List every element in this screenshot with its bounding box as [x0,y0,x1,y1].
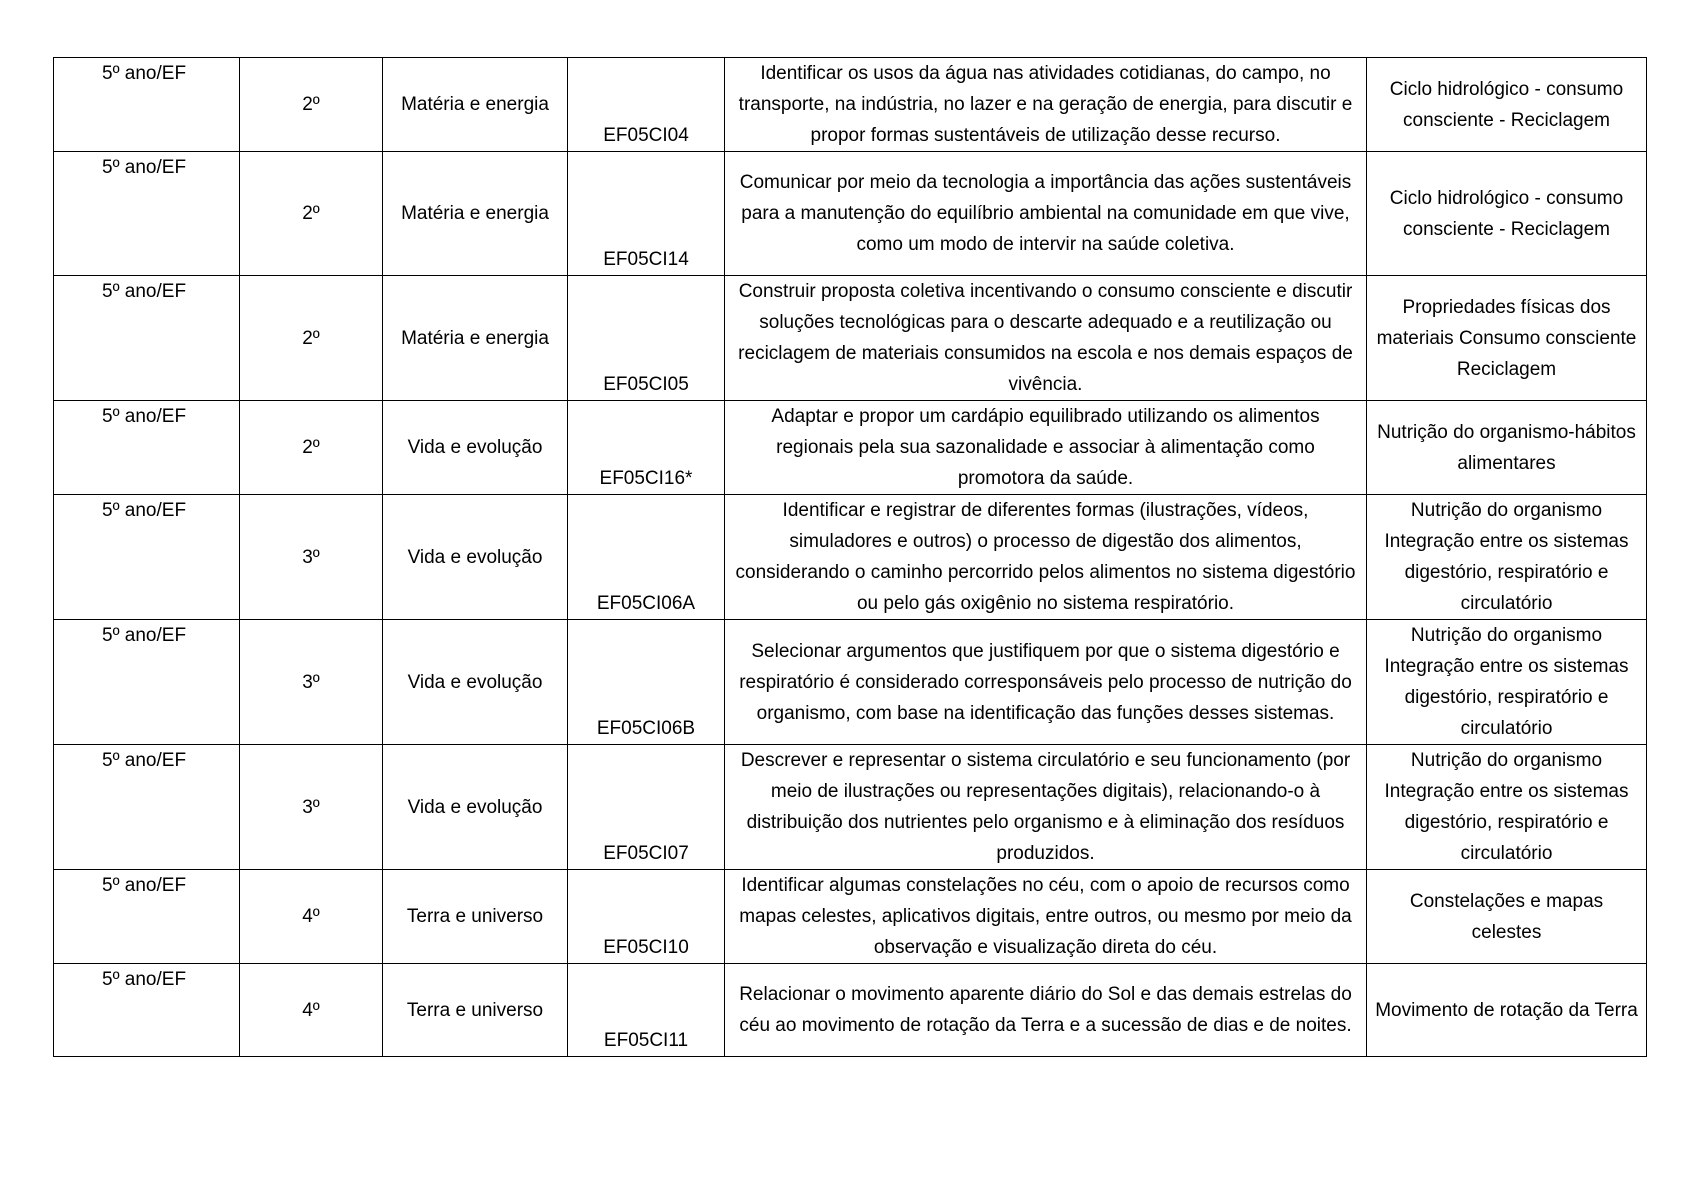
unidade-tematica-cell: Matéria e energia [383,276,568,401]
habilidade-cell: Adaptar e propor um cardápio equilibrado utilizando os alimentos regionais pela sua sazonalidade e associar à alimentação como promotora da saúde. [725,401,1367,495]
table-row [54,870,1647,964]
ano-cell: 5º ano/EF [54,401,240,495]
bimestre-cell: 4º [240,870,383,964]
ano-cell: 5º ano/EF [54,152,240,276]
bimestre-cell: 4º [240,964,383,1057]
codigo-cell: EF05CI14 [568,152,725,276]
codigo-cell: EF05CI04 [568,58,725,152]
objeto-conhecimento-cell: Constelações e mapas celestes [1367,870,1647,964]
unidade-tematica-cell: Vida e evolução [383,495,568,620]
table-row [54,745,1647,870]
codigo-cell: EF05CI11 [568,964,725,1057]
bimestre-cell: 3º [240,620,383,745]
codigo-cell: EF05CI06A [568,495,725,620]
ano-cell: 5º ano/EF [54,58,240,152]
table-row [54,276,1647,401]
habilidade-cell: Selecionar argumentos que justifiquem por que o sistema digestório e respiratório é considerado corresponsáveis pelo processo de nutrição do organismo, com base na identificação das funções desses sistemas. [725,620,1367,745]
codigo-cell: EF05CI07 [568,745,725,870]
ano-cell: 5º ano/EF [54,276,240,401]
ano-cell: 5º ano/EF [54,495,240,620]
bimestre-cell: 3º [240,745,383,870]
codigo-cell: EF05CI05 [568,276,725,401]
table-row [54,620,1647,745]
ano-cell: 5º ano/EF [54,870,240,964]
ano-cell: 5º ano/EF [54,745,240,870]
habilidade-cell: Comunicar por meio da tecnologia a importância das ações sustentáveis para a manutenção do equilíbrio ambiental na comunidade em que vive, como um modo de intervir na saúde coletiva. [725,152,1367,276]
bimestre-cell: 2º [240,58,383,152]
objeto-conhecimento-cell: Nutrição do organismo Integração entre os sistemas digestório, respiratório e circulatório [1367,620,1647,745]
bimestre-cell: 2º [240,152,383,276]
objeto-conhecimento-cell: Ciclo hidrológico - consumo consciente - Reciclagem [1367,152,1647,276]
unidade-tematica-cell: Terra e universo [383,964,568,1057]
unidade-tematica-cell: Vida e evolução [383,401,568,495]
table-row [54,401,1647,495]
objeto-conhecimento-cell: Ciclo hidrológico - consumo consciente - Reciclagem [1367,58,1647,152]
table-row [54,495,1647,620]
objeto-conhecimento-cell: Propriedades físicas dos materiais Consumo consciente Reciclagem [1367,276,1647,401]
habilidade-cell: Relacionar o movimento aparente diário do Sol e das demais estrelas do céu ao movimento de rotação da Terra e a sucessão de dias e de noites. [725,964,1367,1057]
ano-cell: 5º ano/EF [54,964,240,1057]
curriculum-table [53,57,1647,1057]
unidade-tematica-cell: Matéria e energia [383,152,568,276]
unidade-tematica-cell: Terra e universo [383,870,568,964]
habilidade-cell: Construir proposta coletiva incentivando o consumo consciente e discutir soluções tecnológicas para o descarte adequado e a reutilização ou reciclagem de materiais consumidos na escola e nos demais espaços de vivência. [725,276,1367,401]
unidade-tematica-cell: Matéria e energia [383,58,568,152]
habilidade-cell: Identificar algumas constelações no céu, com o apoio de recursos como mapas celestes, aplicativos digitais, entre outros, ou mesmo por meio da observação e visualização direta do céu. [725,870,1367,964]
habilidade-cell: Descrever e representar o sistema circulatório e seu funcionamento (por meio de ilustrações ou representações digitais), relacionando-o à distribuição dos nutrientes pelo organismo e à eliminação dos resíduos produzidos. [725,745,1367,870]
codigo-cell: EF05CI10 [568,870,725,964]
objeto-conhecimento-cell: Nutrição do organismo-hábitos alimentares [1367,401,1647,495]
table-row [54,964,1647,1057]
codigo-cell: EF05CI06B [568,620,725,745]
bimestre-cell: 2º [240,401,383,495]
objeto-conhecimento-cell: Nutrição do organismo Integração entre os sistemas digestório, respiratório e circulatório [1367,495,1647,620]
table-row [54,58,1647,152]
unidade-tematica-cell: Vida e evolução [383,745,568,870]
ano-cell: 5º ano/EF [54,620,240,745]
table-row [54,152,1647,276]
objeto-conhecimento-cell: Nutrição do organismo Integração entre os sistemas digestório, respiratório e circulatório [1367,745,1647,870]
bimestre-cell: 2º [240,276,383,401]
habilidade-cell: Identificar e registrar de diferentes formas (ilustrações, vídeos, simuladores e outros) o processo de digestão dos alimentos, considerando o caminho percorrido pelos alimentos no sistema digestório ou pelo gás oxigênio no sistema respiratório. [725,495,1367,620]
codigo-cell: EF05CI16* [568,401,725,495]
unidade-tematica-cell: Vida e evolução [383,620,568,745]
objeto-conhecimento-cell: Movimento de rotação da Terra [1367,964,1647,1057]
bimestre-cell: 3º [240,495,383,620]
habilidade-cell: Identificar os usos da água nas atividades cotidianas, do campo, no transporte, na indústria, no lazer e na geração de energia, para discutir e propor formas sustentáveis de utilização desse recurso. [725,58,1367,152]
